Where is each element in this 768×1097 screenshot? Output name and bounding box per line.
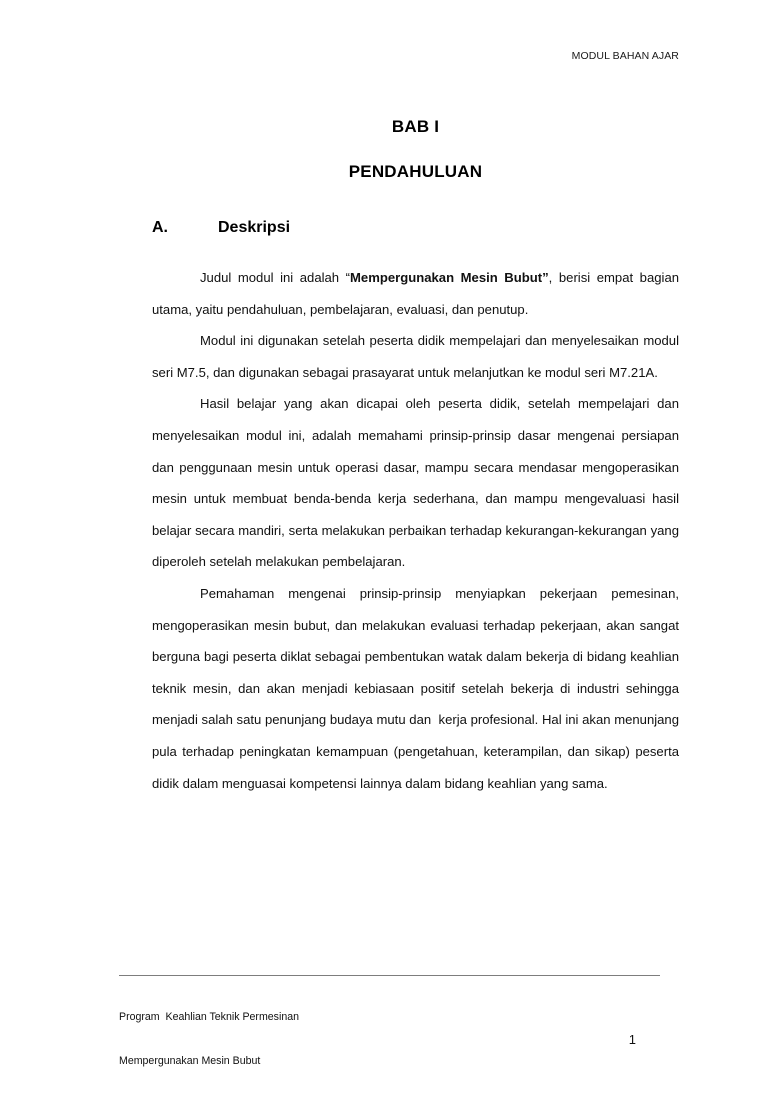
paragraph-1-tail: , berisi empat bagian utama, yaitu pendahuluan, pembelajaran, evaluasi, dan penutup. [152,270,683,317]
page-footer [119,975,660,1097]
footer-module-line: Mempergunakan Mesin Bubut [119,1054,261,1067]
footer-content [119,981,660,1097]
paragraph-4: Pemahaman mengenai prinsip-prinsip menyiapkan pekerjaan pemesinan, mengoperasikan mesin bubut, dan melakukan evaluasi terhadap pekerjaan, akan sangat berguna bagi peserta diklat sebagai pembentukan watak dalam bekerja di bidang keahlian teknik mesin, dan akan menjadi kebiasaan positif setelah bekerja di industri sehingga menjadi salah satu penunjang budaya mutu dan kerja profesional. Hal ini akan menunjang pula terhadap peningkatan kemampuan (pengetahuan, keterampilan, dan sikap) peserta didik dalam menguasai kompetensi lainnya dalam bidang keahlian yang sama. [152,585,687,791]
paragraph-2: Modul ini digunakan setelah peserta didik mempelajari dan menyelesaikan modul seri M7.5, dan digunakan sebagai prasayarat untuk melanjutkan ke modul seri M7.21A. [152,333,683,380]
footer-divider [119,975,660,976]
section-letter: A. [152,219,168,236]
section-heading [152,220,679,236]
footer-program-line: Program Keahlian Teknik Permesinan [119,1011,299,1023]
running-header: MODUL BAHAN AJAR [571,50,679,62]
section-title: Deskripsi [218,219,291,236]
footer-text [119,981,299,1097]
page-number: 1 [628,1031,636,1047]
document-body [152,117,687,799]
module-title-emphasis: Mempergunakan Mesin Bubut” [350,270,549,285]
chapter-title-heading: PENDAHULUAN [348,162,483,181]
paragraph-1-lead: Judul modul ini adalah “ [200,270,351,285]
chapter-number-heading: BAB I [391,117,440,136]
paragraph-1 [152,262,683,325]
paragraph-3: Hasil belajar yang akan dicapai oleh peserta didik, setelah mempelajari dan menyelesaikan modul ini, adalah memahami prinsip-prinsip dasar mengenai persiapan dan penggunaan mesin untuk operasi dasar, mampu secara mendasar mengoperasikan mesin untuk membuat benda-benda kerja sederhana, dan mampu mengevaluasi hasil belajar secara mandiri, serta melakukan perbaikan terhadap kekurangan-kekurangan yang diperoleh setelah melakukan pembelajaran. [152,396,683,570]
